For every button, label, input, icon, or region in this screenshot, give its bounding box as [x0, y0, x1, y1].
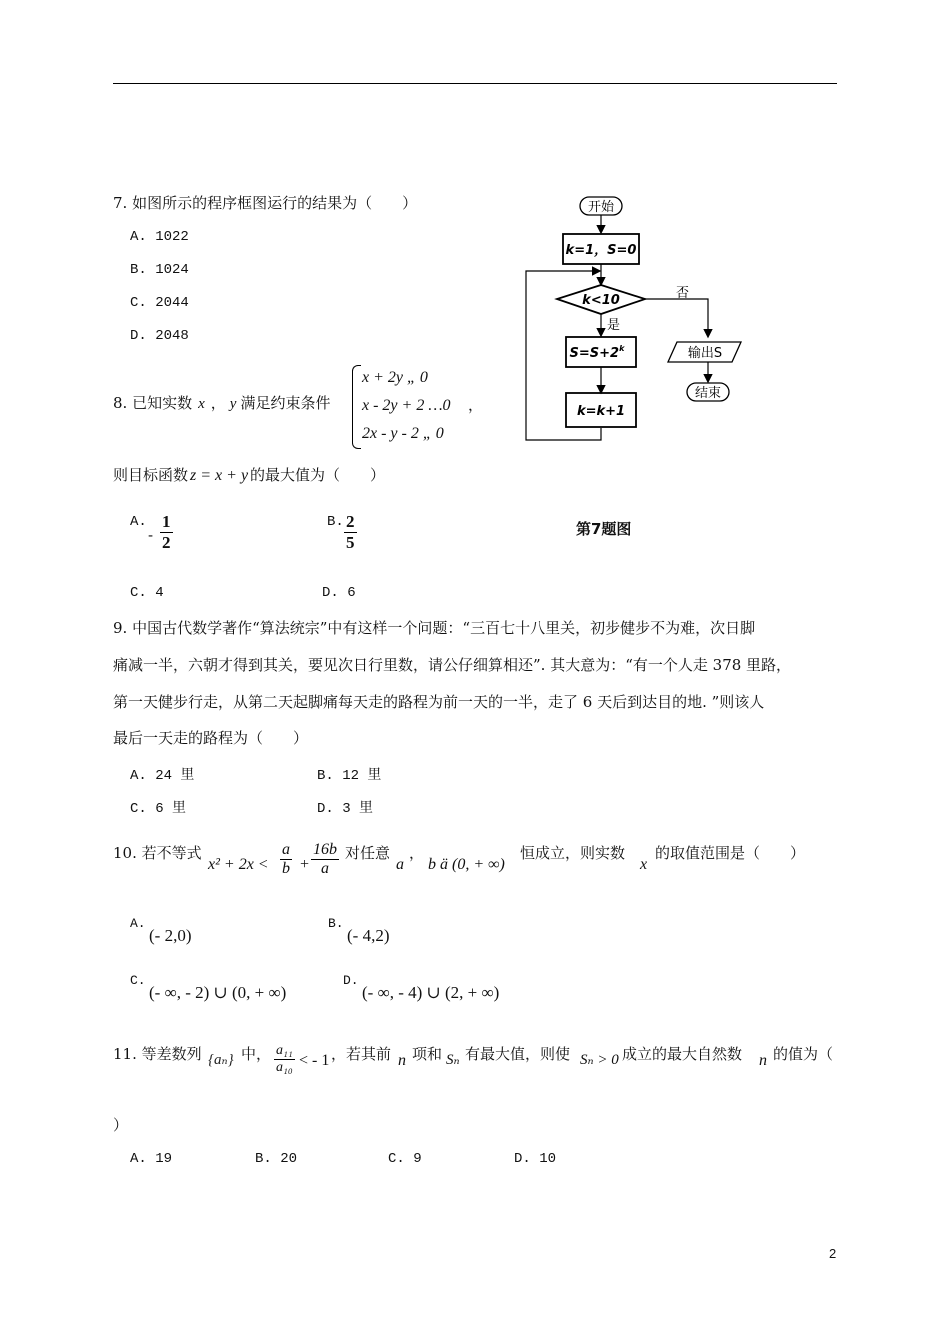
q10-var-x: x [640, 856, 648, 873]
q11-cond: Sₙ > 0 [580, 1052, 619, 1068]
q10-option-c: (- ∞, - 2) ∪ (0, + ∞) [149, 983, 287, 1002]
flow-init-label: k=1，S=0 [565, 243, 637, 258]
q11-option-d: D. 10 [514, 1151, 557, 1167]
q10-f2-num: 16b [311, 841, 339, 860]
q11-stem-f: 成立的最大自然数 [622, 1045, 743, 1063]
q10-option-d: (- ∞, - 4) ∪ (2, + ∞) [362, 983, 500, 1002]
flow-assign-label [570, 344, 626, 361]
q8-opt-a-sign: - [148, 526, 154, 544]
flow-arrow [645, 299, 708, 336]
flow-yes-label: 是 [607, 318, 621, 333]
q10-lhs: x² + 2x < [208, 856, 269, 873]
flow-output-label: 输出S [687, 346, 723, 361]
q11-stem-e: 有最大值，则使 [465, 1045, 571, 1063]
q10-opt-b-label: B. [328, 916, 344, 931]
flowchart [515, 190, 775, 450]
q8-opt-b-label: B. [327, 514, 344, 530]
q10-f2-den: a [321, 860, 329, 878]
q11-ratio-num: a₁₁ [274, 1043, 295, 1060]
q10-stem-d: 的取值范围是（ ） [655, 844, 806, 862]
q8-line2-b: 的最大值为（ ） [250, 466, 386, 484]
q11-stem-a: 11. 等差数列 [113, 1045, 202, 1063]
q10-opt-d-label: D. [343, 973, 359, 988]
q9-line-3: 第一天健步行走，从第二天起脚痛每天走的路程为前一天的一半，走了 6 天后到达目的地. ”则该人 [113, 693, 765, 711]
q7-option-a: A. 1022 [130, 229, 189, 245]
page-number: 2 [829, 1246, 837, 1261]
q11-option-a: A. 19 [130, 1151, 173, 1167]
q9-option-d: D. 3 里 [317, 801, 374, 817]
q10-option-b: (- 4,2) [347, 926, 390, 945]
q11-stem-d: 项和 [412, 1045, 443, 1063]
q8-constraint-2: x - 2y + 2 …0 [362, 397, 451, 414]
q8-sep: ， [210, 394, 226, 412]
q8-option-a [130, 514, 147, 531]
q8-opt-b-num: 2 [346, 512, 355, 531]
q10-f1-num: a [280, 841, 292, 860]
flow-end-label: 结束 [694, 386, 722, 401]
q8-var-x: x [198, 396, 205, 412]
flowchart-caption: 第7题图 [576, 520, 632, 538]
q11-stem-b: 中， [241, 1045, 272, 1063]
q7-stem: 7. 如图所示的程序框图运行的结果为（ ） [113, 194, 418, 212]
q11-ratio [274, 1043, 295, 1076]
q10-cond: b ä (0, + ∞) [428, 856, 505, 873]
q11-ratio-den: a₁₀ [276, 1060, 293, 1076]
q9-line-4: 最后一天走的路程为（ ） [113, 729, 309, 747]
q10-option-a: (- 2,0) [149, 926, 192, 945]
q8-brace [352, 365, 361, 449]
q8-stem-a [113, 394, 330, 413]
q11-ineq: < - 1 [299, 1052, 330, 1069]
q8-opt-b-frac [344, 512, 357, 552]
q8-objective: z = x + y [190, 467, 249, 484]
q10-frac-2 [311, 841, 339, 879]
q8-option-d: D. 6 [322, 585, 356, 601]
q8-line2-a: 则目标函数 [113, 466, 189, 484]
q10-sep: ， [409, 844, 425, 862]
q10-opt-c-label: C. [130, 973, 146, 988]
q9-line-2: 痛减一半，六朝才得到其关，要见次日行里数，请公仔细算相还”. 其大意为：“有一个人走 378 里路， [113, 656, 792, 674]
q8-stem-prefix: 8. 已知实数 [113, 394, 193, 412]
header-rule [113, 83, 837, 84]
q8-constraint-1: x + 2y „ 0 [362, 369, 428, 386]
flow-condition-label: k<10 [582, 293, 620, 308]
q10-stem-c: 恒成立，则实数 [520, 844, 626, 862]
q8-opt-a-den: 2 [162, 532, 171, 552]
q8-opt-a-label: A. [130, 514, 147, 530]
q10-stem-a: 10. 若不等式 [113, 844, 202, 862]
q8-tail: ， [468, 396, 484, 414]
q9-option-c: C. 6 里 [130, 801, 187, 817]
q10-opt-a-label: A. [130, 916, 146, 931]
flow-no-label: 否 [676, 286, 690, 301]
flow-assign-sup: k [619, 344, 625, 353]
q11-close: ） [113, 1116, 129, 1134]
flow-start-label: 开始 [587, 200, 615, 215]
q10-var-a: a [396, 856, 404, 873]
q11-stem-c: ，若其前 [331, 1045, 392, 1063]
q8-opt-b-den: 5 [346, 532, 355, 552]
q10-f1-den: b [282, 860, 290, 878]
q11-stem-g: 的值为（ [773, 1045, 834, 1063]
q8-opt-a-num: 1 [162, 512, 171, 531]
q8-line2 [113, 466, 385, 485]
q10-stem-b: 对任意 [345, 844, 391, 862]
q8-option-c: C. 4 [130, 585, 164, 601]
q7-option-c: C. 2044 [130, 295, 189, 311]
q11-var-n: n [398, 1052, 406, 1069]
q8-constraint-3: 2x - y - 2 „ 0 [362, 425, 444, 442]
q11-option-b: B. 20 [255, 1151, 298, 1167]
q7-option-b: B. 1024 [130, 262, 189, 278]
q11-option-c: C. 9 [388, 1151, 422, 1167]
q8-opt-a-frac [160, 512, 173, 552]
q11-seq: {aₙ} [208, 1052, 234, 1068]
q9-option-b: B. 12 里 [317, 768, 382, 784]
flow-increment-label: k=k+1 [576, 404, 626, 419]
q8-stem-b: 满足约束条件 [240, 394, 331, 412]
q8-var-y: y [229, 396, 237, 412]
q9-line-1: 9. 中国古代数学著作“算法统宗”中有这样一个问题：“三百七十八里关，初步健步不为难，次日脚 [113, 619, 756, 637]
q11-var-n2: n [759, 1052, 767, 1069]
q9-option-a: A. 24 里 [130, 768, 195, 784]
q10-frac-1 [280, 841, 292, 879]
q10-plus: + [299, 856, 310, 873]
q11-sn: Sₙ [446, 1052, 460, 1068]
flow-assign-text: S=S+2 [569, 346, 620, 361]
q7-option-d: D. 2048 [130, 328, 189, 344]
